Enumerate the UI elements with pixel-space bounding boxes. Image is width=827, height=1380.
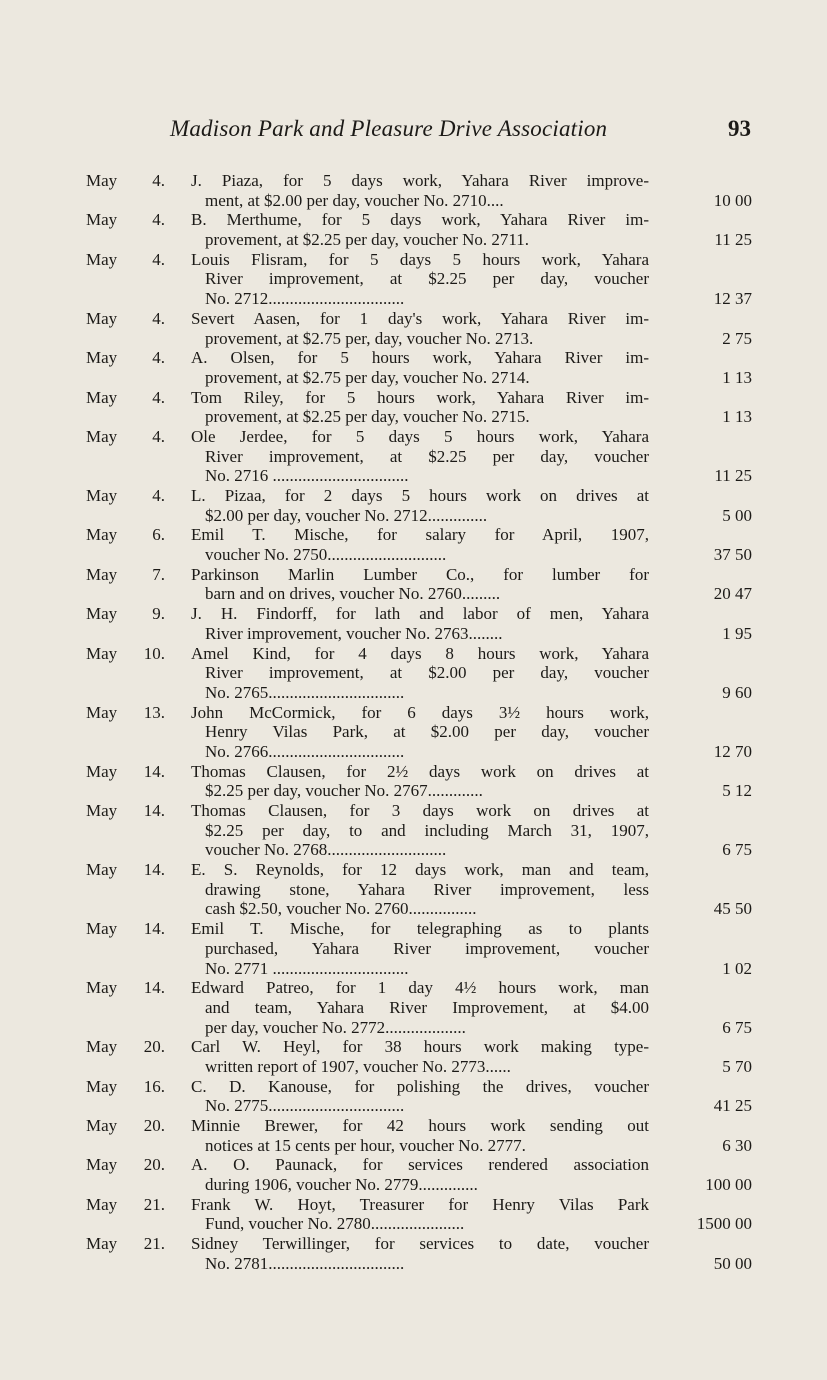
entry-day: 21. — [143, 1234, 165, 1254]
entry-description — [191, 604, 649, 643]
entry-description-line: and team, Yahara River Improvement, at $4.00 — [205, 997, 649, 1017]
entry-month: May — [86, 860, 118, 880]
entry-description-line: J. Piaza, for 5 days work, Yahara River improve- — [191, 171, 649, 190]
entry-month: May — [86, 604, 118, 624]
entry-month: May — [86, 210, 118, 230]
entry-description-line: ment, at $2.00 per day, voucher No. 2710.... — [205, 190, 504, 210]
entry-amount: 100 00 — [705, 1175, 752, 1195]
entry-description-line: Fund, voucher No. 2780...................... — [205, 1214, 465, 1234]
entry-day: 21. — [143, 1194, 165, 1214]
entry-day: 14. — [143, 860, 165, 880]
entry-description — [191, 486, 649, 525]
entry-day: 4. — [152, 210, 165, 230]
entry-description-line: during 1906, voucher No. 2779.............. — [205, 1175, 478, 1195]
page-header — [0, 116, 827, 148]
entry-description-line: Sidney Terwillinger, for services to date, voucher — [191, 1234, 649, 1254]
entry-description — [191, 427, 649, 486]
entry-description — [191, 1037, 649, 1076]
entry-description-line: barn and on drives, voucher No. 2760......... — [205, 584, 501, 604]
ledger-entry — [0, 250, 827, 309]
entry-description-line: provement, at $2.75 per day, voucher No. 2714. — [205, 367, 530, 387]
entry-description — [191, 1234, 649, 1273]
ledger-entry — [0, 388, 827, 427]
entry-amount: 37 50 — [713, 545, 752, 565]
entry-description-line: C. D. Kanouse, for polishing the drives, voucher — [191, 1076, 649, 1096]
ledger-entry — [0, 1155, 827, 1194]
ledger-entry — [0, 210, 827, 249]
entry-amount: 11 25 — [714, 230, 752, 250]
entry-description-line: Thomas Clausen, for 2½ days work on drives at — [191, 761, 649, 781]
ledger-entry — [0, 565, 827, 604]
entry-month: May — [86, 564, 118, 584]
entry-month: May — [86, 1155, 118, 1175]
entry-description — [191, 919, 649, 978]
entry-month: May — [86, 1194, 118, 1214]
entry-description-line: Severt Aasen, for 1 day's work, Yahara River im- — [191, 308, 649, 328]
entry-amount: 6 30 — [722, 1135, 752, 1155]
entry-description-line: No. 2712................................ — [205, 289, 405, 309]
entry-description — [191, 1195, 649, 1234]
entry-description-line: Henry Vilas Park, at $2.00 per day, voucher — [205, 722, 649, 742]
entry-description — [191, 210, 649, 249]
entry-description-line: E. S. Reynolds, for 12 days work, man and team, — [191, 860, 649, 880]
entry-amount: 11 25 — [714, 466, 752, 486]
entry-description-line: Ole Jerdee, for 5 days 5 hours work, Yahara — [191, 426, 649, 446]
ledger-entry — [0, 427, 827, 486]
entry-day: 6. — [152, 525, 165, 545]
entry-amount: 12 37 — [713, 289, 752, 309]
entry-description-line: Minnie Brewer, for 42 hours work sending out — [191, 1116, 649, 1135]
entry-description-line: Amel Kind, for 4 days 8 hours work, Yahara — [191, 643, 649, 663]
entry-month: May — [86, 978, 118, 998]
entry-description-line: drawing stone, Yahara River improvement, less — [205, 879, 649, 899]
entry-day: 4. — [152, 387, 165, 407]
entry-description-line: River improvement, at $2.25 per day, voucher — [205, 269, 649, 289]
entry-description — [191, 644, 649, 703]
entry-month: May — [86, 426, 118, 446]
entry-description-line: provement, at $2.75 per, day, voucher No. 2713. — [205, 328, 534, 348]
entry-day: 13. — [143, 702, 165, 722]
entry-amount: 1 13 — [722, 367, 752, 387]
entry-description-line: No. 2765................................ — [205, 682, 405, 702]
ledger-entry — [0, 1037, 827, 1076]
entry-description-line: River improvement, voucher No. 2763........ — [205, 623, 503, 643]
entry-day: 20. — [143, 1037, 165, 1057]
ledger-entry — [0, 1116, 827, 1155]
entry-description-line: provement, at $2.25 per day, voucher No. 2715. — [205, 407, 530, 427]
ledger-entry — [0, 171, 827, 210]
entry-month: May — [86, 643, 118, 663]
entry-day: 16. — [143, 1076, 165, 1096]
entry-amount: 2 75 — [722, 328, 752, 348]
entry-description-line: J. H. Findorff, for lath and labor of men, Yahara — [191, 604, 649, 624]
entry-month: May — [86, 171, 118, 190]
ledger-entry — [0, 604, 827, 643]
entry-amount: 45 50 — [713, 899, 752, 919]
entry-day: 20. — [143, 1116, 165, 1135]
ledger-entries — [0, 171, 827, 1274]
ledger-entry — [0, 860, 827, 919]
entry-description — [191, 978, 649, 1037]
entry-amount: 9 60 — [722, 682, 752, 702]
entry-amount: 6 75 — [722, 840, 752, 860]
entry-description-line: No. 2771 ................................ — [205, 958, 409, 978]
entry-description-line: River improvement, at $2.25 per day, voucher — [205, 446, 649, 466]
entry-description — [191, 703, 649, 762]
entry-description-line: A. O. Paunack, for services rendered association — [191, 1155, 649, 1175]
entry-description-line: per day, voucher No. 2772................... — [205, 1017, 466, 1037]
entry-month: May — [86, 761, 118, 781]
entry-amount: 1 13 — [722, 407, 752, 427]
entry-description — [191, 525, 649, 564]
entry-description-line: written report of 1907, voucher No. 2773...... — [205, 1056, 511, 1076]
ledger-entry — [0, 525, 827, 564]
page-number: 93 — [728, 116, 751, 141]
entry-description — [191, 1077, 649, 1116]
entry-day: 4. — [152, 249, 165, 269]
entry-amount: 50 00 — [713, 1253, 752, 1273]
entry-description-line: Emil T. Mische, for telegraphing as to plants — [191, 919, 649, 939]
entry-description-line: $2.00 per day, voucher No. 2712.............. — [205, 505, 488, 525]
entry-description-line: Emil T. Mische, for salary for April, 1907, — [191, 525, 649, 545]
entry-month: May — [86, 1076, 118, 1096]
entry-amount: 41 25 — [713, 1096, 752, 1116]
entry-description-line: voucher No. 2750............................ — [205, 545, 447, 565]
entry-description-line: notices at 15 cents per hour, voucher No. 2777. — [205, 1135, 526, 1155]
entry-day: 10. — [143, 643, 165, 663]
entry-description-line: Parkinson Marlin Lumber Co., for lumber for — [191, 564, 649, 584]
entry-month: May — [86, 1037, 118, 1057]
entry-month: May — [86, 308, 118, 328]
running-title: Madison Park and Pleasure Drive Association — [170, 116, 608, 141]
ledger-entry — [0, 919, 827, 978]
ledger-entry — [0, 309, 827, 348]
entry-description-line: No. 2775................................ — [205, 1096, 405, 1116]
entry-description — [191, 801, 649, 860]
entry-description-line: voucher No. 2768............................ — [205, 840, 447, 860]
entry-description — [191, 388, 649, 427]
ledger-entry — [0, 1077, 827, 1116]
entry-amount: 5 00 — [722, 505, 752, 525]
entry-description-line: $2.25 per day, voucher No. 2767............. — [205, 781, 483, 801]
entry-day: 14. — [143, 801, 165, 820]
entry-description — [191, 309, 649, 348]
entry-day: 4. — [152, 486, 165, 505]
entry-day: 4. — [152, 348, 165, 368]
entry-description-line: Louis Flisram, for 5 days 5 hours work, Yahara — [191, 249, 649, 269]
entry-day: 20. — [143, 1155, 165, 1175]
entry-amount: 5 12 — [722, 781, 752, 801]
entry-month: May — [86, 801, 118, 820]
entry-amount: 20 47 — [713, 584, 752, 604]
entry-description — [191, 348, 649, 387]
entry-month: May — [86, 1234, 118, 1254]
ledger-entry — [0, 348, 827, 387]
entry-month: May — [86, 348, 118, 368]
entry-month: May — [86, 702, 118, 722]
entry-description-line: cash $2.50, voucher No. 2760................ — [205, 899, 477, 919]
entry-amount: 6 75 — [722, 1017, 752, 1037]
entry-description-line: River improvement, at $2.00 per day, voucher — [205, 663, 649, 683]
entry-description — [191, 762, 649, 801]
entry-day: 4. — [152, 426, 165, 446]
entry-amount: 1 95 — [722, 623, 752, 643]
ledger-entry — [0, 762, 827, 801]
entry-description-line: $2.25 per day, to and including March 31, 1907, — [205, 820, 649, 840]
entry-description — [191, 1116, 649, 1155]
entry-description-line: L. Pizaa, for 2 days 5 hours work on drives at — [191, 486, 649, 505]
entry-amount: 12 70 — [713, 741, 752, 761]
entry-amount: 1500 00 — [696, 1214, 752, 1234]
entry-description-line: Thomas Clausen, for 3 days work on drives at — [191, 801, 649, 820]
entry-month: May — [86, 387, 118, 407]
entry-description — [191, 1155, 649, 1194]
entry-day: 14. — [143, 761, 165, 781]
ledger-entry — [0, 801, 827, 860]
entry-month: May — [86, 919, 118, 939]
entry-description-line: purchased, Yahara River improvement, voucher — [205, 938, 649, 958]
entry-description — [191, 860, 649, 919]
entry-description-line: A. Olsen, for 5 hours work, Yahara River im- — [191, 348, 649, 368]
entry-month: May — [86, 525, 118, 545]
entry-day: 14. — [143, 978, 165, 998]
entry-amount: 5 70 — [722, 1056, 752, 1076]
ledger-entry — [0, 644, 827, 703]
ledger-entry — [0, 1195, 827, 1234]
ledger-entry — [0, 703, 827, 762]
entry-description-line: No. 2716 ................................ — [205, 466, 409, 486]
entry-description-line: No. 2781................................ — [205, 1253, 405, 1273]
ledger-entry — [0, 1234, 827, 1273]
entry-month: May — [86, 249, 118, 269]
ledger-entry — [0, 978, 827, 1037]
entry-day: 14. — [143, 919, 165, 939]
entry-amount: 10 00 — [713, 190, 752, 210]
entry-amount: 1 02 — [722, 958, 752, 978]
entry-day: 4. — [152, 171, 165, 190]
entry-description-line: Frank W. Hoyt, Treasurer for Henry Vilas Park — [191, 1194, 649, 1214]
entry-description-line: John McCormick, for 6 days 3½ hours work, — [191, 702, 649, 722]
entry-day: 7. — [152, 564, 165, 584]
entry-day: 9. — [152, 604, 165, 624]
entry-day: 4. — [152, 308, 165, 328]
entry-description — [191, 565, 649, 604]
entry-month: May — [86, 486, 118, 505]
entry-month: May — [86, 1116, 118, 1135]
entry-description — [191, 171, 649, 210]
entry-description-line: B. Merthume, for 5 days work, Yahara River im- — [191, 210, 649, 230]
entry-description-line: provement, at $2.25 per day, voucher No. 2711. — [205, 230, 530, 250]
ledger-entry — [0, 486, 827, 525]
entry-description-line: Carl W. Heyl, for 38 hours work making type- — [191, 1037, 649, 1057]
entry-description-line: Tom Riley, for 5 hours work, Yahara River im- — [191, 387, 649, 407]
entry-description-line: No. 2766................................ — [205, 741, 405, 761]
entry-description — [191, 250, 649, 309]
entry-description-line: Edward Patreo, for 1 day 4½ hours work, man — [191, 978, 649, 998]
